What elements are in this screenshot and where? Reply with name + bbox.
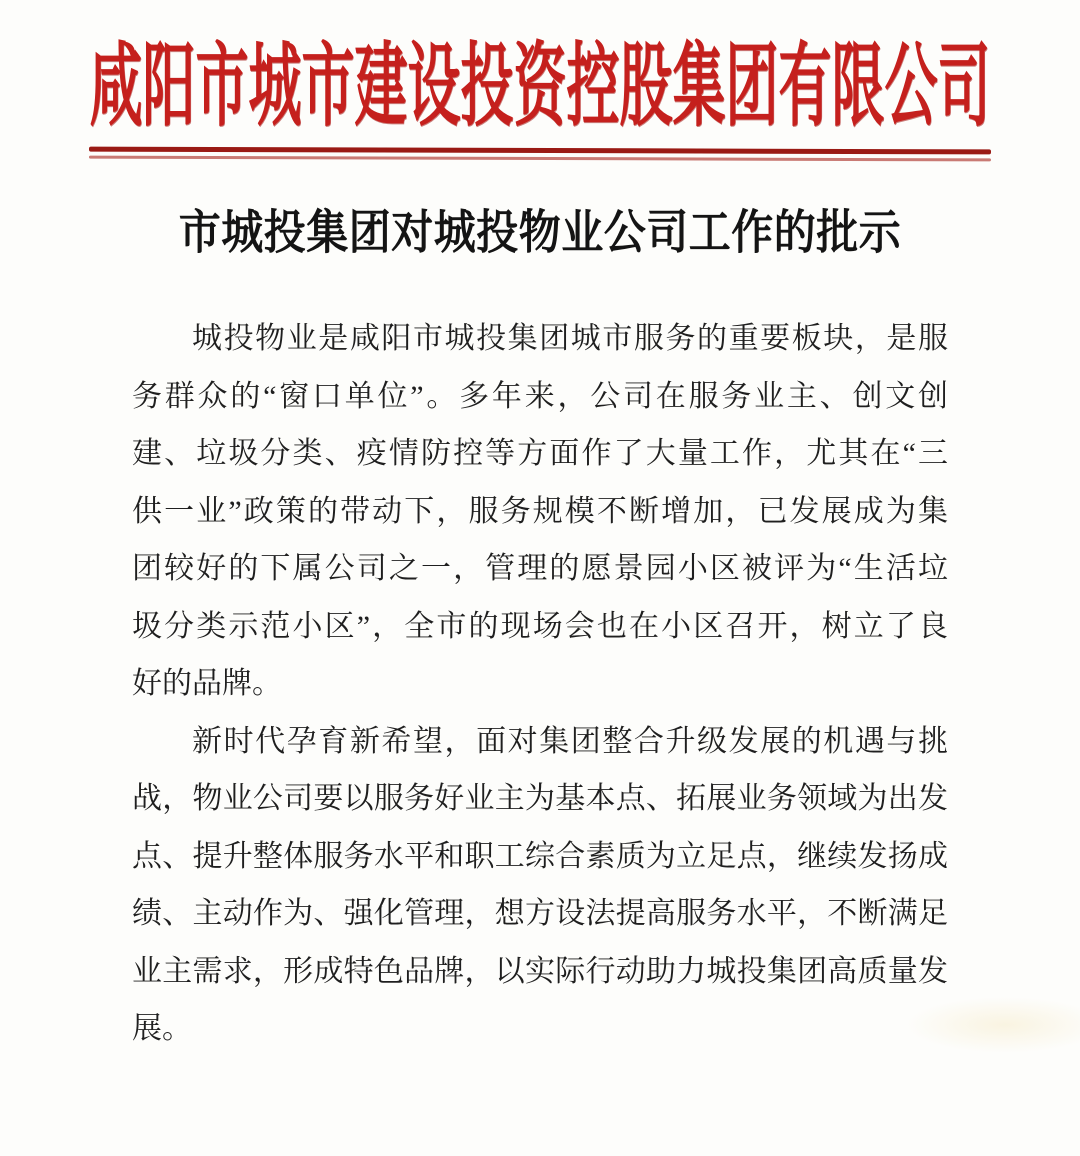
body-line: 展。 [132, 1012, 192, 1045]
body-line: 绩、主动作为、强化管理，想方设法提高服务水平，不断满足 [132, 897, 948, 930]
letterhead-container [0, 0, 1080, 138]
body-line: 务群众的“窗口单位”。多年来，公司在服务业主、创文创 [132, 379, 948, 413]
document-body [132, 310, 948, 1058]
body-line: 战，物业公司要以服务好业主为基本点、拓展业务领域为出发 [132, 782, 948, 815]
body-line: 新时代孕育新希望，面对集团整合升级发展的机遇与挑 [192, 724, 948, 758]
body-line: 圾分类示范小区”，全市的现场会也在小区召开，树立了良 [132, 609, 948, 643]
body-line: 建、垃圾分类、疫情防控等方面作了大量工作，尤其在“三 [132, 437, 948, 470]
company-letterhead: 咸阳市城市建设投资控股集团有限公司 [89, 38, 991, 138]
body-line: 业主需求，形成特色品牌，以实际行动助力城投集团高质量发 [132, 954, 948, 988]
body-line: 团较好的下属公司之一，管理的愿景园小区被评为“生活垃 [132, 552, 948, 585]
body-line: 城投物业是咸阳市城投集团城市服务的重要板块，是服 [192, 322, 948, 355]
body-line: 好的品牌。 [132, 667, 282, 700]
title-container [0, 204, 1080, 264]
body-line: 点、提升整体服务水平和职工综合素质为立足点，继续发扬成 [132, 839, 948, 873]
document-title: 市城投集团对城投物业公司工作的批示 [178, 208, 902, 260]
body-line: 供一业”政策的带动下，服务规模不断增加，已发展成为集 [132, 494, 948, 528]
